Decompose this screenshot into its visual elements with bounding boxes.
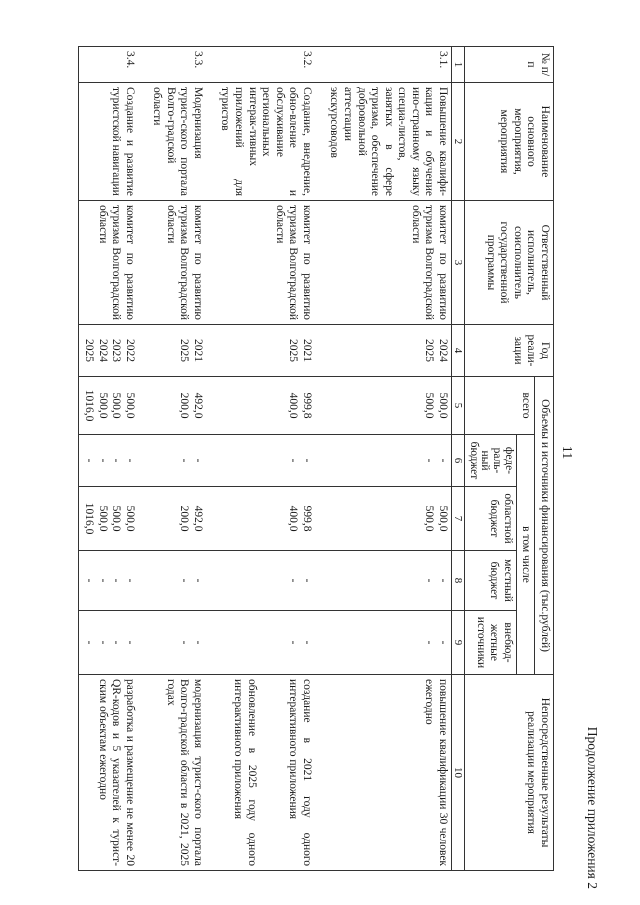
event-name: Создание, внедрение, обно-вление и обслуживание региональных интерак-тивных приложений для туристов <box>216 83 315 201</box>
total-value: 500,0 <box>436 392 449 419</box>
extrabudget-value: - <box>123 640 136 645</box>
year-value: 2025 <box>178 339 191 362</box>
regional-value: 500,0 <box>96 505 109 532</box>
result-cell <box>216 675 315 871</box>
extrabudget-value: - <box>178 640 191 645</box>
extrabudget-cell <box>216 611 315 675</box>
federal-value: - <box>191 458 204 463</box>
header-regional: областной бюджет <box>465 487 517 551</box>
extrabudget-value: - <box>191 640 204 645</box>
row-number: 3.4. <box>79 47 138 83</box>
header-num: № п/п <box>465 47 554 83</box>
extrabudget-value: - <box>96 640 109 645</box>
year-value: 2025 <box>423 339 436 362</box>
federal-value: - <box>123 458 136 463</box>
federal-cell <box>148 435 206 487</box>
col-number: 6 <box>451 435 464 487</box>
extrabudget-value: - <box>110 640 123 645</box>
total-value: 492,0 <box>191 392 204 419</box>
row-number: 3.2. <box>216 47 315 83</box>
result-text: повышение квалификации 30 человек ежегодно <box>423 679 449 867</box>
year-value: 2021 <box>191 339 204 362</box>
row-number: 3.3. <box>148 47 206 83</box>
col-number: 7 <box>451 487 464 551</box>
col-number: 10 <box>451 675 464 871</box>
col-number: 1 <box>451 47 464 83</box>
years-cell <box>325 325 452 377</box>
responsible-executor: комитет по развитию туризма Волгоградской области <box>325 201 452 325</box>
extrabudget-value: - <box>287 640 300 645</box>
header-name: Наименование основного мероприятия, мероприятия <box>465 83 554 201</box>
federal-cell <box>79 435 138 487</box>
total-cell <box>148 377 206 435</box>
local-value: - <box>123 578 136 583</box>
year-value: 2025 <box>287 339 300 362</box>
header-local: местный бюджет <box>465 551 517 611</box>
table-row <box>148 47 206 871</box>
result-text: создание в 2021 году одного интерактивного приложения <box>287 679 313 867</box>
result-text: модернизация турист-ского портала Волго-градской области в 2021, 2025 годах <box>164 679 204 867</box>
year-value: 2025 <box>82 339 95 362</box>
total-value: 500,0 <box>123 392 136 419</box>
local-cell <box>148 551 206 611</box>
header-federal: феде-раль-ный бюджет <box>465 435 517 487</box>
federal-cell <box>216 435 315 487</box>
col-number: 2 <box>451 83 464 201</box>
regional-value: 500,0 <box>110 505 123 532</box>
total-cell <box>79 377 138 435</box>
local-cell <box>79 551 138 611</box>
header-including: в том числе <box>516 435 535 675</box>
total-value: 500,0 <box>423 392 436 419</box>
regional-cell <box>325 487 452 551</box>
local-cell <box>216 551 315 611</box>
local-value: - <box>96 578 109 583</box>
extrabudget-cell <box>325 611 452 675</box>
extrabudget-value: - <box>436 640 449 645</box>
local-value: - <box>436 578 449 583</box>
regional-value: 500,0 <box>123 505 136 532</box>
result-cell <box>148 675 206 871</box>
total-value: 200,0 <box>178 392 191 419</box>
table-row <box>79 47 138 871</box>
total-value: 400,0 <box>287 392 300 419</box>
local-value: - <box>423 578 436 583</box>
year-value: 2024 <box>436 339 449 362</box>
header-total: всего <box>465 377 535 435</box>
continuation-caption: Продолжение приложения 2 <box>585 726 600 889</box>
regional-cell <box>148 487 206 551</box>
federal-value: - <box>300 458 313 463</box>
federal-cell <box>325 435 452 487</box>
year-value: 2022 <box>123 339 136 362</box>
table-row <box>216 47 315 871</box>
col-number: 9 <box>451 611 464 675</box>
local-value: - <box>110 578 123 583</box>
total-value: 999,8 <box>300 392 313 419</box>
federal-value: - <box>82 458 95 463</box>
extrabudget-cell <box>79 611 138 675</box>
regional-value: 492,0 <box>191 505 204 532</box>
event-name: Модернизация турист-ского портала Волго-градской области <box>148 83 206 201</box>
table-row <box>325 47 452 871</box>
header-year: Год реали-зации <box>465 325 554 377</box>
col-number: 4 <box>451 325 464 377</box>
page-number: 11 <box>559 445 574 460</box>
financing-table <box>78 46 554 871</box>
federal-value: - <box>96 458 109 463</box>
federal-value: - <box>110 458 123 463</box>
header-results: Непосредственные результаты реализации мероприятия <box>465 675 554 871</box>
extrabudget-value: - <box>423 640 436 645</box>
local-cell <box>325 551 452 611</box>
total-value: 500,0 <box>96 392 109 419</box>
federal-value: - <box>423 458 436 463</box>
result-cell <box>79 675 138 871</box>
local-value: - <box>300 578 313 583</box>
year-value: 2021 <box>300 339 313 362</box>
years-cell <box>148 325 206 377</box>
year-value: 2023 <box>110 339 123 362</box>
result-cell <box>325 675 452 871</box>
col-number: 8 <box>451 551 464 611</box>
total-value: 1016,0 <box>82 389 95 422</box>
regional-cell <box>79 487 138 551</box>
extrabudget-value: - <box>82 640 95 645</box>
col-number: 5 <box>451 377 464 435</box>
years-cell <box>216 325 315 377</box>
regional-value: 999,8 <box>300 505 313 532</box>
total-cell <box>325 377 452 435</box>
responsible-executor: комитет по развитию туризма Волгоградской области <box>216 201 315 325</box>
federal-value: - <box>287 458 300 463</box>
local-value: - <box>191 578 204 583</box>
regional-value: 200,0 <box>178 505 191 532</box>
local-value: - <box>287 578 300 583</box>
federal-value: - <box>178 458 191 463</box>
regional-cell <box>216 487 315 551</box>
col-number: 3 <box>451 201 464 325</box>
years-cell <box>79 325 138 377</box>
regional-value: 400,0 <box>287 505 300 532</box>
year-value: 2024 <box>96 339 109 362</box>
responsible-executor: комитет по развитию туризма Волгоградской области <box>148 201 206 325</box>
regional-value: 500,0 <box>436 505 449 532</box>
header-responsible: Ответственный исполнитель, соисполнитель государственной программы <box>465 201 554 325</box>
regional-value: 500,0 <box>423 505 436 532</box>
federal-value: - <box>436 458 449 463</box>
total-cell <box>216 377 315 435</box>
local-value: - <box>82 578 95 583</box>
total-value: 500,0 <box>110 392 123 419</box>
regional-value: 1016,0 <box>82 502 95 535</box>
extrabudget-value: - <box>300 640 313 645</box>
result-text: разработка и размещение не менее 20 QR-кодов и 5 указателей к турист-ским объектам ежегодно <box>96 679 136 867</box>
event-name: Создание и развитие туристской навигации <box>79 83 138 201</box>
local-value: - <box>178 578 191 583</box>
event-name: Повышение квалифи-кации и обучение ино-странному языку специа-листов, занятых в сфере туризма, обеспечение добровольной аттестации экскурсоводов <box>325 83 452 201</box>
row-number: 3.1. <box>325 47 452 83</box>
result-text: обновление в 2025 году одного интерактивного приложения <box>232 679 258 867</box>
responsible-executor: комитет по развитию туризма Волгоградской области <box>79 201 138 325</box>
header-extrabudget: внебюд-жетные источники <box>465 611 517 675</box>
header-financing: Объемы и источники финансирования (тыс.рублей) <box>535 377 554 675</box>
extrabudget-cell <box>148 611 206 675</box>
